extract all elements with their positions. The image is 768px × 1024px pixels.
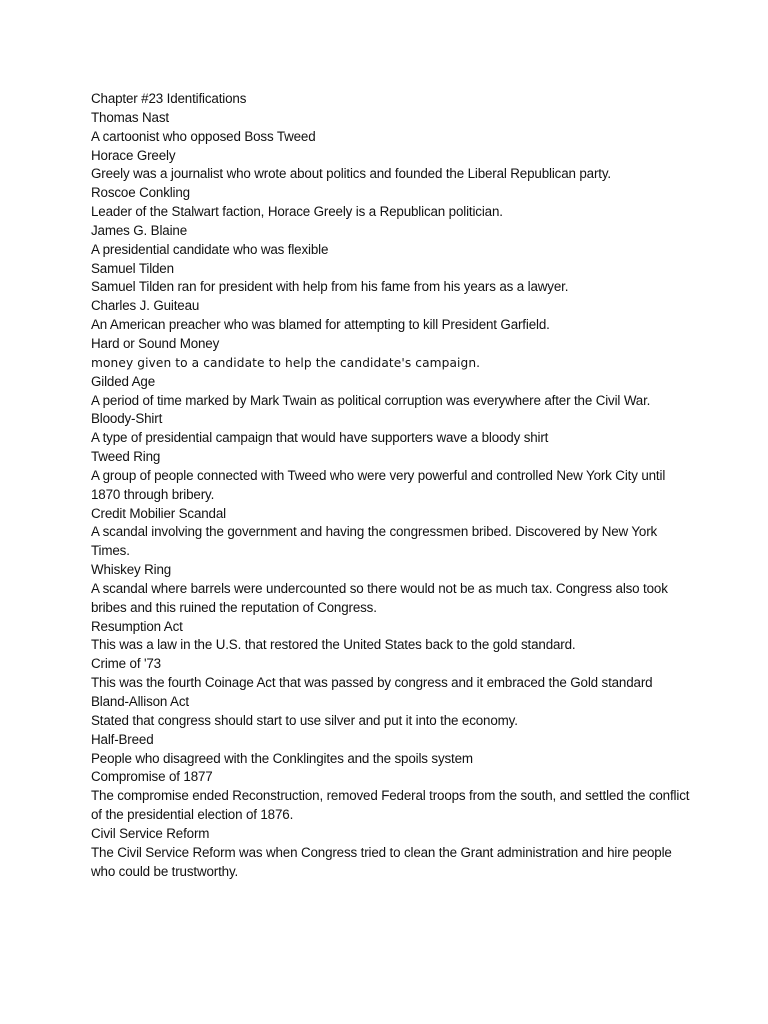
entry-term: Compromise of 1877	[91, 769, 213, 785]
entry-term: Tweed Ring	[91, 449, 161, 465]
entry-definition: A presidential candidate who was flexible	[91, 241, 329, 257]
entry-definition: A group of people connected with Tweed who were very powerful and controlled New York City until 1870 through bribery.	[91, 467, 666, 502]
entry-term: Half-Breed	[91, 731, 154, 747]
entry-definition: A cartoonist who opposed Boss Tweed	[91, 128, 316, 144]
entry-definition: People who disagreed with the Conklingites and the spoils system	[91, 750, 473, 766]
entry-term: Horace Greely	[91, 147, 176, 163]
entry-term: Civil Service Reform	[91, 825, 210, 841]
entry-definition: money given to a candidate to help the candidate's campaign.	[91, 355, 481, 370]
entry-term: Thomas Nast	[91, 109, 169, 125]
entry-term: Resumption Act	[91, 618, 183, 634]
entry-term: Roscoe Conkling	[91, 185, 190, 201]
entry-term: Crime of '73	[91, 656, 161, 672]
entry-definition: Leader of the Stalwart faction, Horace Greely is a Republican politician.	[91, 204, 503, 220]
entry-definition: Stated that congress should start to use silver and put it into the economy.	[91, 712, 518, 728]
entry-definition: The Civil Service Reform was when Congress tried to clean the Grant administration and hire people who could be trustworthy.	[91, 844, 672, 879]
entry-definition: This was a law in the U.S. that restored the United States back to the gold standard.	[91, 637, 576, 653]
entry-definition: Samuel Tilden ran for president with help from his fame from his years as a lawyer.	[91, 279, 569, 295]
entry-definition: A type of presidential campaign that would have supporters wave a bloody shirt	[91, 430, 549, 446]
entry-definition: An American preacher who was blamed for attempting to kill President Garfield.	[91, 317, 550, 333]
entry-term: Credit Mobilier Scandal	[91, 505, 226, 521]
entry-definition: This was the fourth Coinage Act that was passed by congress and it embraced the Gold standard	[91, 675, 653, 691]
entry-definition: The compromise ended Reconstruction, removed Federal troops from the south, and settled the conflict of the presidential election of 1876.	[91, 788, 690, 823]
entry-definition: A scandal involving the government and having the congressmen bribed. Discovered by New York Times.	[91, 524, 658, 559]
entry-term: Bland-Allison Act	[91, 694, 189, 709]
entry-term: Bloody-Shirt	[91, 411, 163, 427]
entry-term: James G. Blaine	[91, 222, 187, 238]
entry-term: Charles J. Guiteau	[91, 298, 200, 314]
document-page	[91, 90, 691, 881]
entry-definition: Greely was a journalist who wrote about politics and founded the Liberal Republican party.	[91, 166, 611, 182]
entry-definition: A period of time marked by Mark Twain as political corruption was everywhere after the Civil War.	[91, 392, 651, 408]
entry-term: Hard or Sound Money	[91, 335, 220, 351]
document-title: Chapter #23 Identifications	[91, 91, 247, 106]
entry-term: Samuel Tilden	[91, 260, 174, 276]
entry-term: Gilded Age	[91, 373, 156, 389]
entry-definition: A scandal where barrels were undercounted so there would not be as much tax. Congress also took bribes and this ruined the reputation of Congress.	[91, 580, 668, 615]
entry-term: Whiskey Ring	[91, 562, 172, 578]
